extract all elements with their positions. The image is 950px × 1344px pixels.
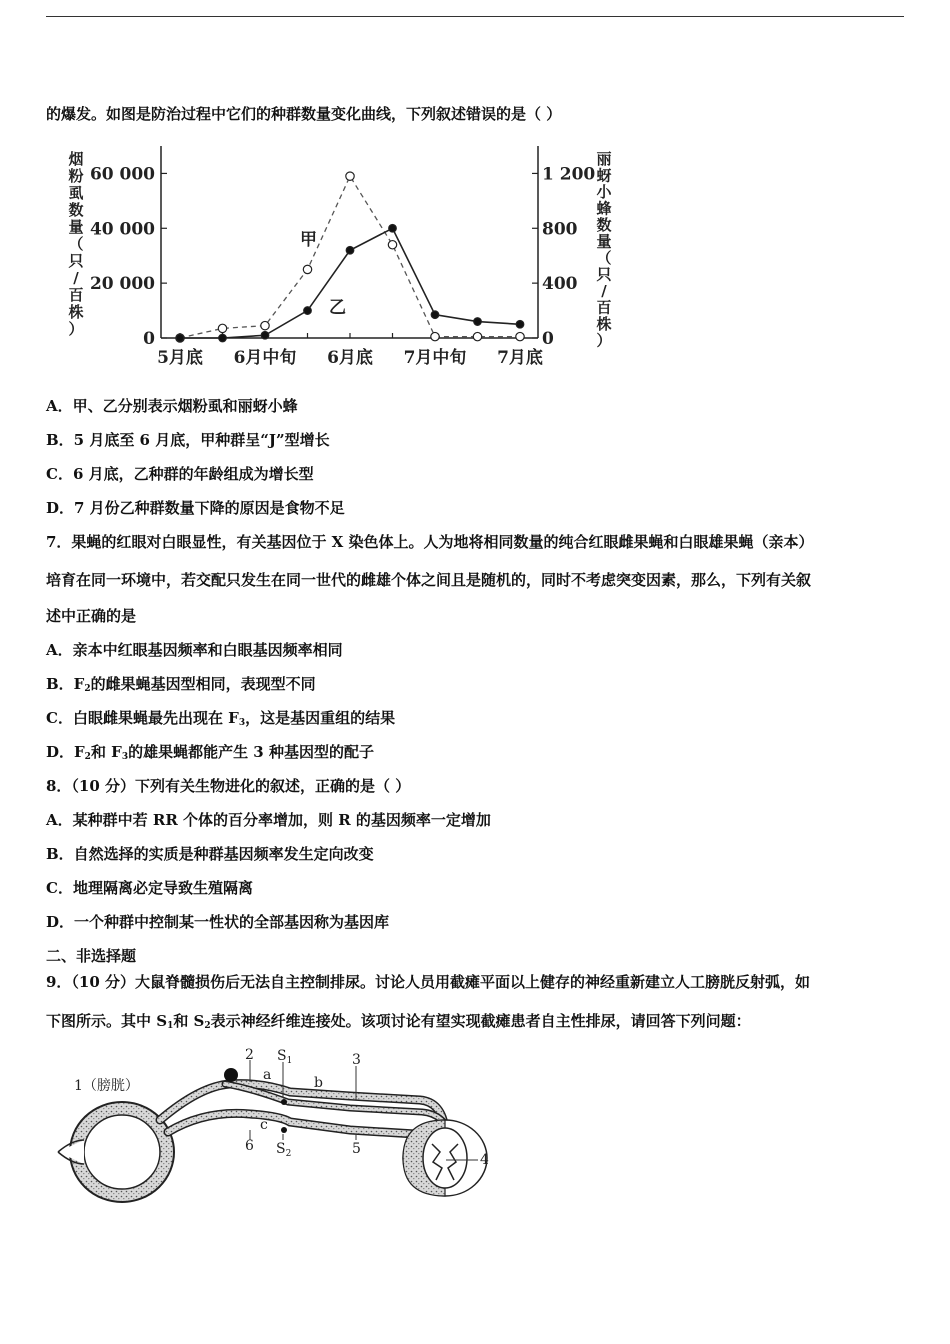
section-title: 二、非选择题 xyxy=(46,947,137,965)
axis-label-char: ） xyxy=(596,331,612,350)
axis-label-char: 数 xyxy=(596,216,612,234)
y-tick-label-right: 800 xyxy=(542,219,578,240)
x-tick-label: 6月底 xyxy=(327,348,373,368)
axis-label-char: 小 xyxy=(596,183,612,201)
q9-stem-line-1: 9．（10 分）大鼠脊髓损伤后无法自主控制排尿。讨论人员用截瘫平面以上健存的神经重新建立人工膀胱反射弧，如 xyxy=(46,973,811,991)
axis-label-char: （ xyxy=(596,249,612,267)
y-tick-label-left: 20 000 xyxy=(89,274,155,295)
q7-stem-line-1: 7．果蝇的红眼对白眼显性，有关基因位于 X 染色体上。人为地将相同数量的纯合红眼雌果蝇和白眼雄果蝇（亲本） xyxy=(46,533,814,551)
spinal-cord xyxy=(403,1120,487,1196)
axis-label-char: 烟 xyxy=(68,150,84,168)
axis-label-char: 百 xyxy=(596,298,612,317)
label-2: 2 xyxy=(245,1047,254,1063)
y-tick-label-right: 400 xyxy=(542,274,578,295)
axis-label-char: 株 xyxy=(596,315,612,333)
data-point xyxy=(474,318,482,326)
data-point xyxy=(516,332,524,340)
data-point xyxy=(431,311,439,319)
label-bladder: 1（膀胱） xyxy=(74,1078,139,1094)
axis-label-char: 只 xyxy=(596,265,612,284)
synapse-s2 xyxy=(281,1127,287,1133)
q6-option-c: C．6 月底，乙种群的年龄组成为增长型 xyxy=(46,465,314,483)
population-chart xyxy=(58,138,618,380)
chart-series xyxy=(176,172,524,342)
label-3: 3 xyxy=(352,1052,361,1068)
q8-option-c: C．地理隔离必定导致生殖隔离 xyxy=(46,879,253,897)
x-tick-label: 7月底 xyxy=(497,348,543,368)
q7-stem-line-2: 培育在同一环境中，若交配只发生在同一世代的雌雄个体之间且是随机的，同时不考虑突变因素，那么，下列有关叙 xyxy=(46,571,812,589)
data-point xyxy=(431,332,439,340)
axis-label-char: 粉 xyxy=(68,167,84,185)
label-a: a xyxy=(263,1067,272,1083)
reflex-arc-diagram xyxy=(50,1040,500,1210)
axis-label-char: 丽 xyxy=(596,150,612,168)
axis-label-char: 量 xyxy=(596,232,612,251)
y-tick-label-right: 0 xyxy=(542,329,554,349)
y-tick-label-left: 60 000 xyxy=(89,164,155,185)
label-5: 5 xyxy=(352,1141,361,1157)
label-s1: $S_1$ xyxy=(277,1048,293,1066)
header-rule xyxy=(46,16,904,17)
nerve-fibers xyxy=(160,1084,452,1140)
q8-option-b: B．自然选择的实质是种群基因频率发生定向改变 xyxy=(46,845,374,863)
q7-option-b: B．$F_2$的雌果蝇基因型相同，表现型不同 xyxy=(46,675,316,694)
q7-stem-line-3: 述中正确的是 xyxy=(46,607,137,625)
axis-label-char: 蜂 xyxy=(596,199,612,218)
axis-label-char: 数 xyxy=(68,201,84,219)
q7-option-c: C．白眼雌果蝇最先出现在 $F_3$，这是基因重组的结果 xyxy=(46,709,396,728)
synapse-s1 xyxy=(281,1099,287,1105)
data-point xyxy=(346,172,354,180)
axis-label-char: （ xyxy=(68,235,84,253)
q6-option-a: A．甲、乙分别表示烟粉虱和丽蚜小蜂 xyxy=(46,397,298,415)
y-tick-label-right: 1 200 xyxy=(542,164,596,185)
x-tick-label: 6月中旬 xyxy=(233,348,297,368)
data-point xyxy=(304,307,312,315)
q8-option-d: D．一个种群中控制某一性状的全部基因称为基因库 xyxy=(46,913,390,931)
data-point xyxy=(176,334,184,342)
data-point xyxy=(261,321,269,329)
axis-label-char: 株 xyxy=(68,303,84,321)
series-label-jia: 甲 xyxy=(300,230,317,250)
y-axis-label-right xyxy=(595,150,612,350)
data-point xyxy=(388,241,396,249)
intro-line: 的爆发。如图是防治过程中它们的种群数量变化曲线，下列叙述错误的是（ ） xyxy=(46,105,562,123)
data-point xyxy=(219,334,227,342)
q8-stem: 8．（10 分）下列有关生物进化的叙述，正确的是（ ） xyxy=(46,777,411,795)
data-point xyxy=(473,332,481,340)
label-6: 6 xyxy=(245,1138,254,1154)
label-s2: $S_2$ xyxy=(276,1141,292,1159)
data-point xyxy=(261,331,269,339)
axis-label-char: 只 xyxy=(68,252,84,270)
y-axis-label-left xyxy=(67,150,83,338)
label-c: c xyxy=(260,1117,268,1133)
axis-label-char: / xyxy=(601,282,607,300)
series-line xyxy=(180,228,520,338)
axis-label-char: 量 xyxy=(68,218,84,236)
data-point xyxy=(516,320,524,328)
x-tick-label: 7月中旬 xyxy=(403,348,467,368)
y-tick-label-left: 0 xyxy=(143,329,155,349)
data-point xyxy=(389,224,397,232)
axis-label-char: 虱 xyxy=(68,184,84,202)
label-4: 4 xyxy=(480,1152,489,1168)
data-point xyxy=(218,324,226,332)
bladder-shape xyxy=(58,1102,174,1202)
y-tick-label-left: 40 000 xyxy=(89,219,155,240)
series-line xyxy=(180,176,520,338)
ganglion-dot xyxy=(224,1068,238,1082)
q7-option-d: D．$F_2$和 $F_3$的雄果蝇都能产生 3 种基因型的配子 xyxy=(46,743,374,762)
q6-option-d: D．7 月份乙种群数量下降的原因是食物不足 xyxy=(46,499,345,517)
label-b: b xyxy=(314,1075,323,1091)
x-tick-label: 5月底 xyxy=(157,348,203,368)
data-point xyxy=(303,265,311,273)
series-label-yi: 乙 xyxy=(329,298,346,318)
q6-option-b: B．5 月底至 6 月底，甲种群呈“J”型增长 xyxy=(46,431,330,449)
axis-label-char: 百 xyxy=(68,286,84,304)
q9-stem-line-2: 下图所示。其中 $S_1$和 $S_2$表示神经纤维连接处。该项讨论有望实现截瘫患者自主性排尿，请回答下列问题： xyxy=(46,1012,751,1031)
axis-label-char: ） xyxy=(68,320,84,338)
axis-label-char: 蚜 xyxy=(596,166,612,185)
axis-label-char: / xyxy=(73,269,79,287)
q8-option-a: A．某种群中若 RR 个体的百分率增加，则 R 的基因频率一定增加 xyxy=(46,811,491,829)
data-point xyxy=(346,246,354,254)
q7-option-a: A．亲本中红眼基因频率和白眼基因频率相同 xyxy=(46,641,343,659)
